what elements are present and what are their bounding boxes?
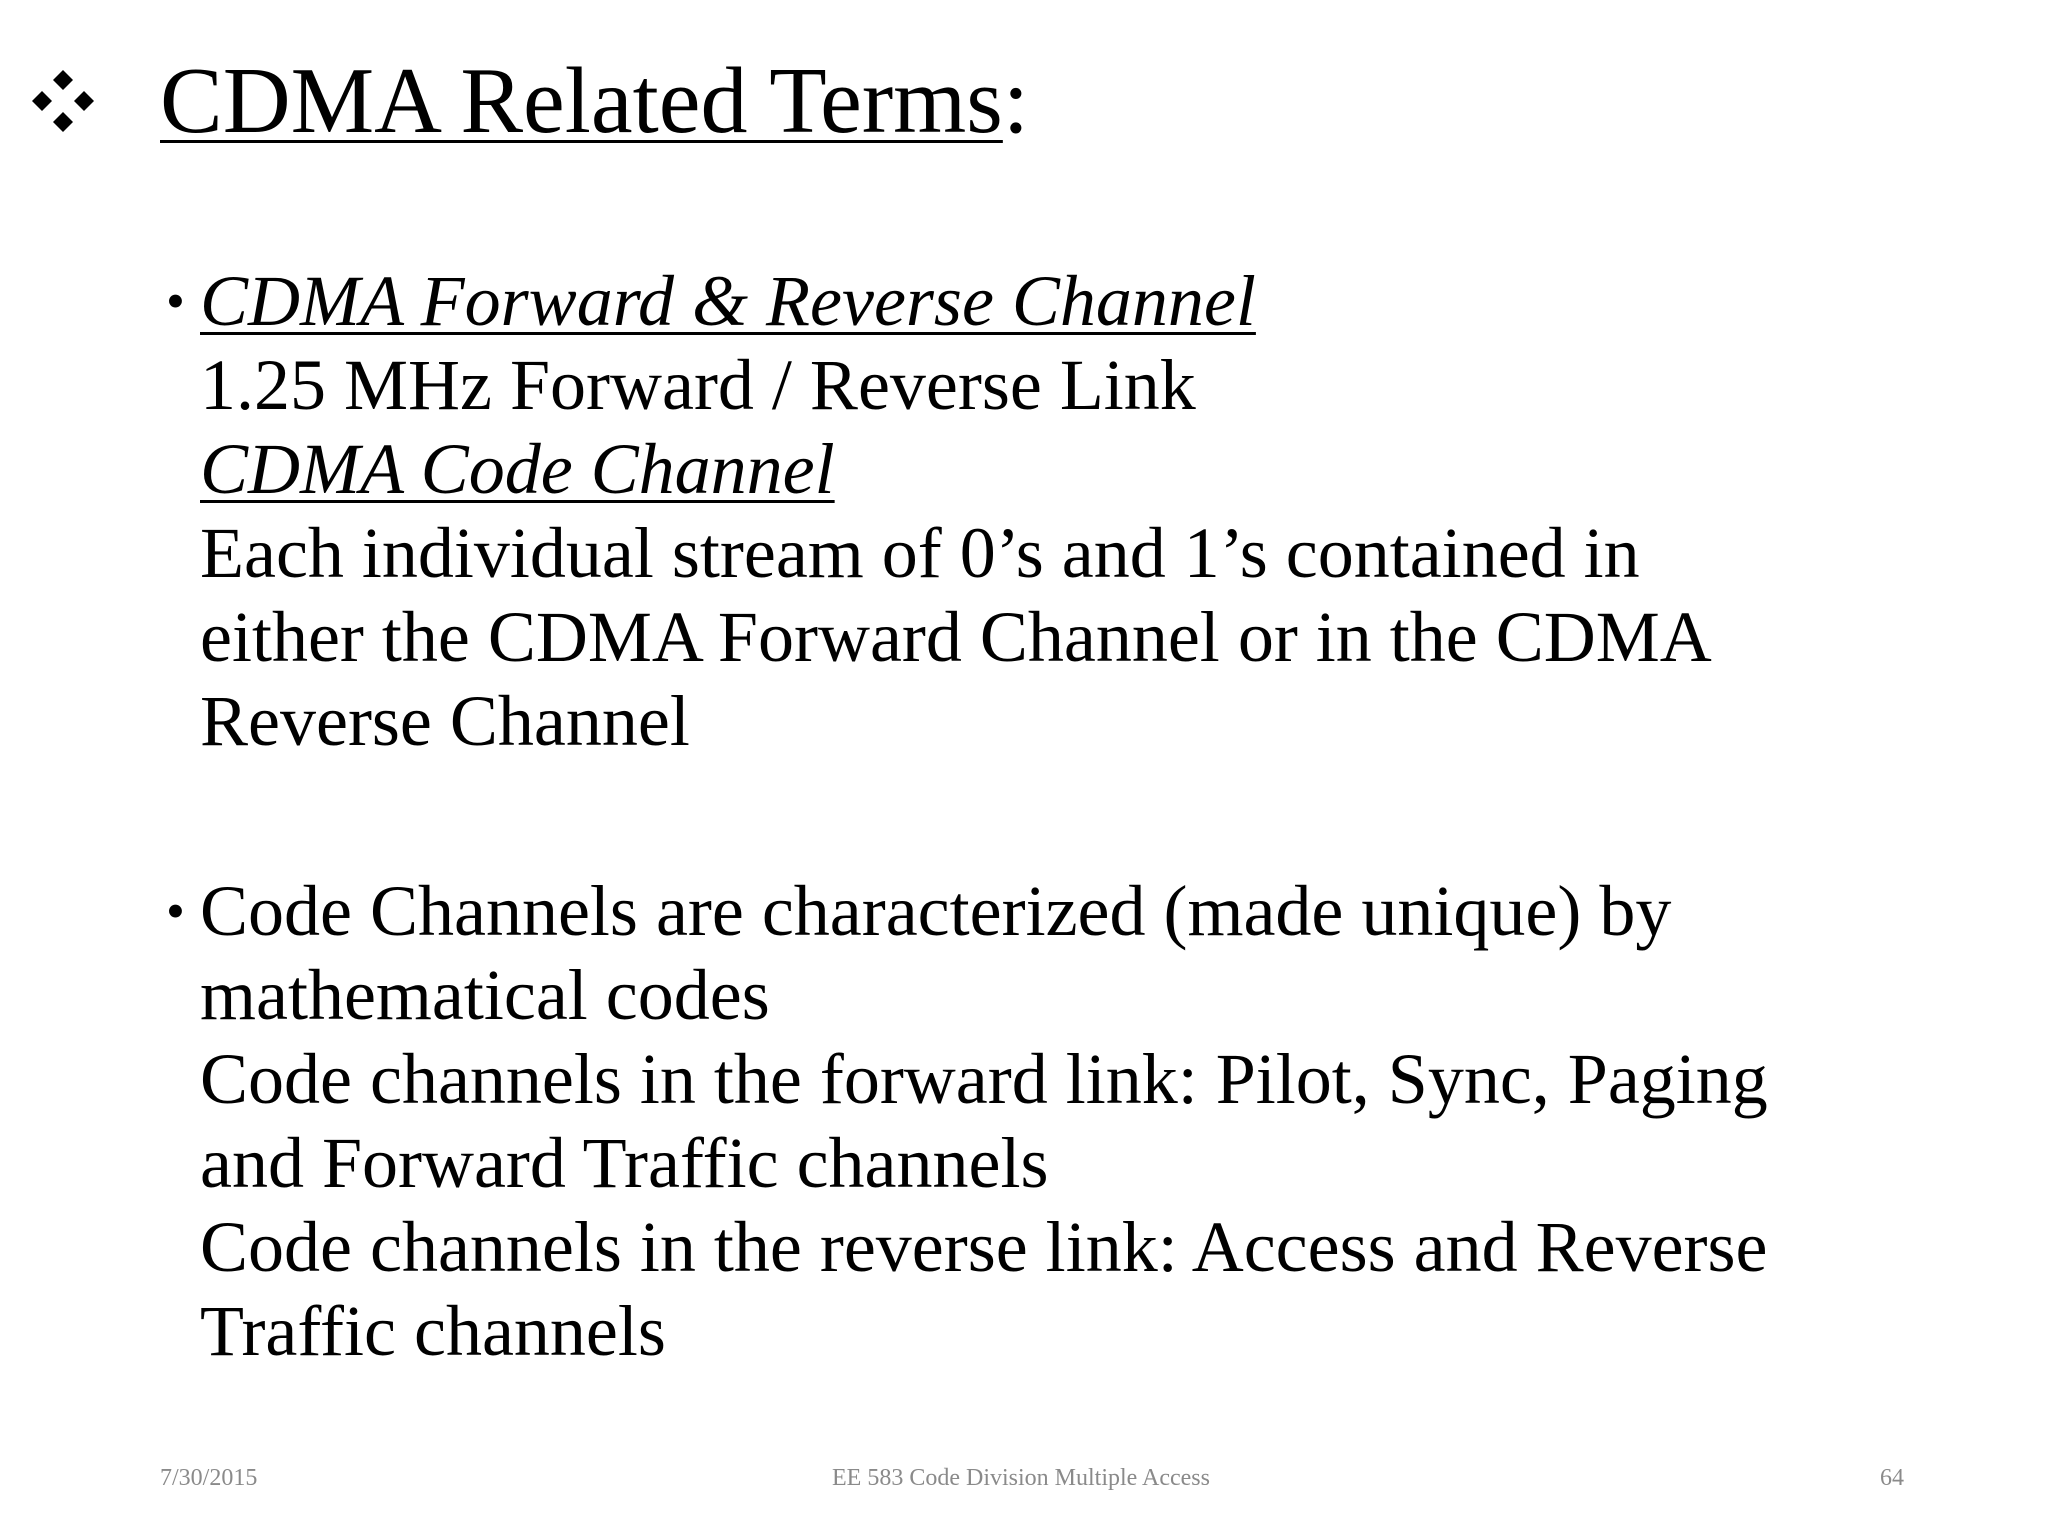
- body-line: Traffic channels: [200, 1291, 666, 1371]
- term-forward-reverse-channel: CDMA Forward & Reverse Channel: [200, 261, 1256, 341]
- page-title-main: CDMA Related Terms: [160, 49, 1003, 153]
- bullet-dot-icon: •: [166, 881, 185, 941]
- footer-course-title: EE 583 Code Division Multiple Access: [832, 1465, 1210, 1491]
- definition-line: Reverse Channel: [200, 681, 690, 761]
- bullet-item-code-channels: [166, 869, 1960, 1373]
- bullet-item-forward-reverse-channel: [166, 259, 1960, 763]
- footer-date: 7/30/2015: [160, 1465, 258, 1491]
- slide-title-row: [26, 46, 1029, 156]
- term-code-channel: CDMA Code Channel: [200, 429, 835, 509]
- diamond-cluster-bullet-icon: [26, 64, 100, 138]
- page-title-suffix: :: [1002, 49, 1029, 153]
- definition-line: 1.25 MHz Forward / Reverse Link: [200, 345, 1196, 425]
- bullet-dot-icon: •: [166, 271, 185, 331]
- definition-line: either the CDMA Forward Channel or in the CDMA: [200, 597, 1712, 677]
- page-title: [160, 46, 1029, 156]
- body-line: mathematical codes: [200, 955, 770, 1035]
- body-line: and Forward Traffic channels: [200, 1123, 1049, 1203]
- footer-page-number: 64: [1880, 1465, 1904, 1491]
- definition-line: Each individual stream of 0’s and 1’s contained in: [200, 513, 1640, 593]
- body-line: Code Channels are characterized (made unique) by: [200, 871, 1672, 951]
- body-line: Code channels in the reverse link: Access and Reverse: [200, 1207, 1768, 1287]
- body-line: Code channels in the forward link: Pilot, Sync, Paging: [200, 1039, 1768, 1119]
